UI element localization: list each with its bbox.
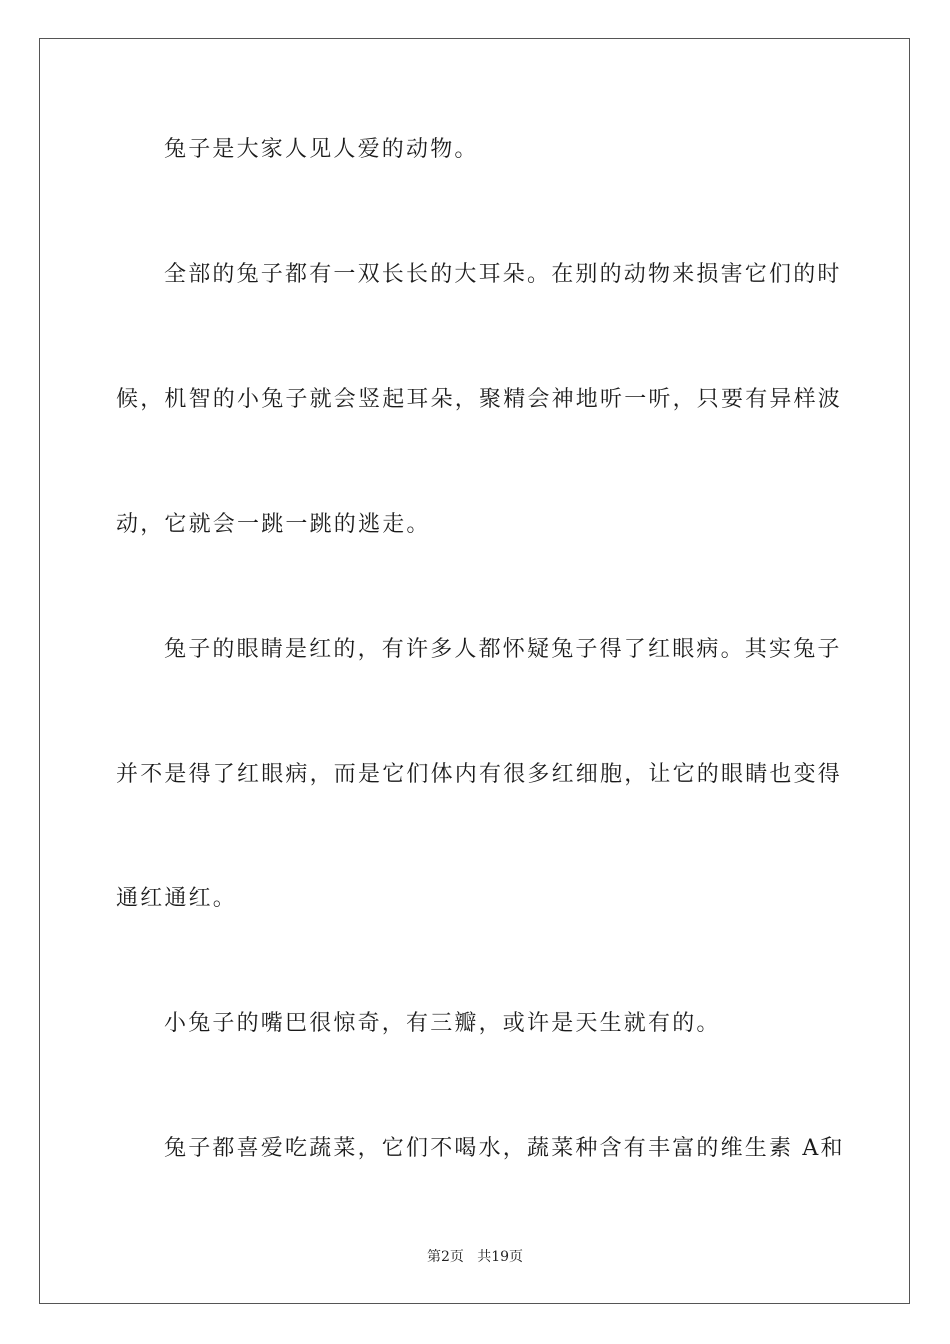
paragraph-line-4: 动，它就会一跳一跳的逃走。 xyxy=(116,512,431,537)
paragraph-line-8: 小兔子的嘴巴很惊奇，有三瓣，或许是天生就有的。 xyxy=(164,1011,721,1036)
paragraph-line-7: 通红通红。 xyxy=(116,886,238,911)
paragraph-line-1: 兔子是大家人见人爱的动物。 xyxy=(164,137,479,162)
paragraph-line-6: 并不是得了红眼病，而是它们体内有很多红细胞，让它的眼睛也变得 xyxy=(116,762,843,787)
paragraph-line-2: 全部的兔子都有一双长长的大耳朵。在别的动物来损害它们的时 xyxy=(164,262,842,287)
paragraph-line-3: 候，机智的小兔子就会竖起耳朵，聚精会神地听一听，只要有异样波 xyxy=(116,387,843,412)
page-border xyxy=(39,38,910,1304)
paragraph-line-9: 兔子都喜爱吃蔬菜，它们不喝水，蔬菜种含有丰富的维生素 A和 xyxy=(164,1136,845,1161)
page-number-footer: 第2页 共19页 xyxy=(426,1249,524,1265)
paragraph-line-5: 兔子的眼睛是红的，有许多人都怀疑兔子得了红眼病。其实兔子 xyxy=(164,637,842,662)
